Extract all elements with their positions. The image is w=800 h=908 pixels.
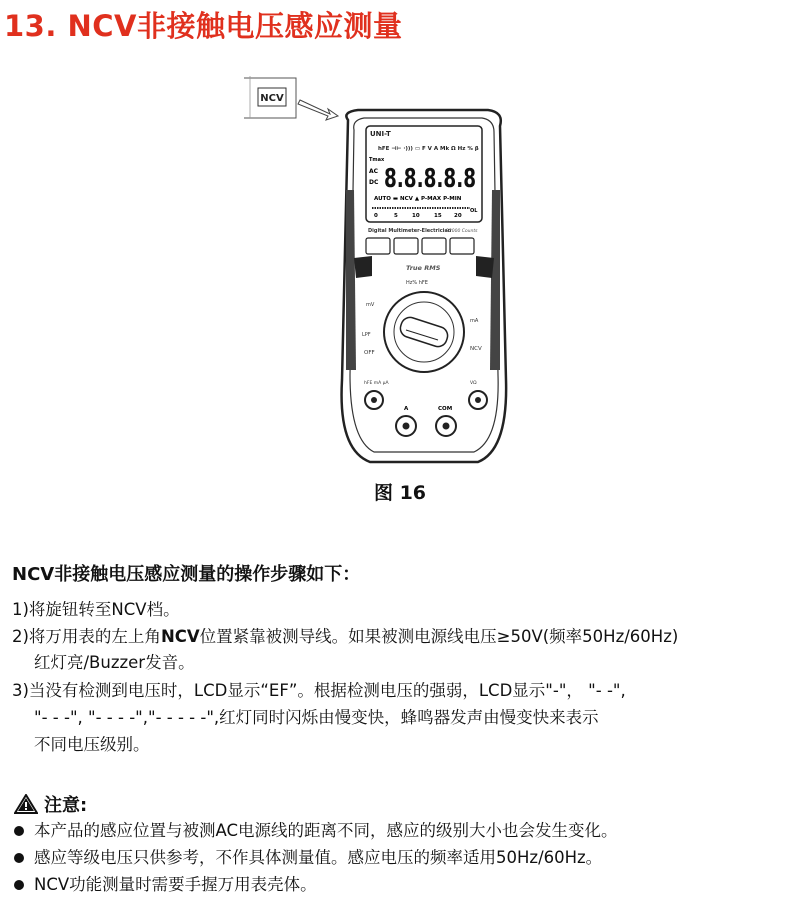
note-item-3-text: NCV功能测量时需要手握万用表壳体。	[34, 875, 317, 894]
dial-label-ma: mA	[470, 318, 479, 324]
lcd-bottom-row: AUTO ▬ NCV ▲ P-MAX P-MIN	[374, 196, 462, 202]
lcd-label-tmax: Tmax	[369, 157, 385, 163]
note-item-3	[14, 873, 317, 897]
jack-right-label: VΩ	[470, 381, 477, 386]
bullet-dot-icon	[14, 880, 24, 890]
note-item-2	[14, 846, 602, 870]
note-item-1	[14, 819, 618, 843]
lcd-scale-15: 15	[434, 213, 442, 219]
lcd-scale-5: 5	[394, 213, 398, 219]
function-button-3[interactable]	[422, 238, 446, 254]
lcd-ol: OL	[470, 208, 478, 214]
dial-label-ncv: NCV	[470, 346, 482, 352]
dial-label-mv: mV	[366, 302, 375, 308]
ncv-inset-label: NCV	[260, 93, 284, 104]
step-1: 1)将旋钮转至NCV档。	[12, 600, 180, 619]
step-2-text-a: 2)将万用表的左上角	[12, 627, 161, 646]
lcd-label-dc: DC	[369, 179, 379, 186]
lcd-top-row: hFE ⊣⊢ ·))) ▭ F V A Mk Ω Hz % β	[378, 146, 479, 152]
dial-label-off: OFF	[364, 350, 375, 356]
section-heading: NCV非接触电压感应测量的操作步骤如下：	[12, 564, 361, 585]
pointer-arrow-icon	[298, 100, 338, 120]
dial-label-top: Hz% hFE	[406, 280, 428, 286]
jack-com-label: COM	[438, 406, 453, 412]
step-3-line-2: "- - -", "- - - -","- - - - -",红灯同时闪烁由慢变快，蜂鸣器发声由慢变快来表示	[34, 708, 599, 727]
jack-left-label: hFE mA μA	[364, 381, 389, 386]
counts-text: 22000 Counts	[446, 229, 478, 234]
note-heading	[14, 791, 87, 817]
multimeter-illustration	[238, 70, 538, 470]
function-button-2[interactable]	[394, 238, 418, 254]
figure-caption: 图 16	[373, 482, 427, 504]
ncv-inset	[244, 76, 296, 118]
dial-label-lpf: LPF	[362, 332, 371, 338]
page-title: 13. NCV非接触电压感应测量	[4, 9, 403, 43]
brand-logo: UNI-T	[370, 130, 391, 138]
step-2	[12, 625, 678, 649]
lcd-digits: 8.8.8.8.8	[384, 164, 476, 194]
note-item-2-text: 感应等级电压只供参考，不作具体测量值。感应电压的频率适用50Hz/60Hz。	[34, 848, 603, 867]
model-text: Digital Multimeter-Electrician	[368, 228, 452, 234]
lcd-scale-20: 20	[454, 213, 462, 219]
bullet-dot-icon	[14, 853, 24, 863]
step-2-text-b: 位置紧靠被测导线。如果被测电源线电压≥50V(频率50Hz/60Hz)	[199, 627, 679, 646]
note-item-1-text: 本产品的感应位置与被测AC电源线的距离不同，感应的级别大小也会发生变化。	[34, 821, 618, 840]
true-rms-label: True RMS	[406, 264, 441, 272]
warning-icon	[14, 794, 38, 814]
lcd-label-ac: AC	[369, 168, 379, 175]
step-2-ncv-bold: NCV	[160, 627, 200, 646]
lcd-scale-10: 10	[412, 213, 420, 219]
bullet-dot-icon	[14, 826, 24, 836]
lcd-scale-0: 0	[374, 213, 378, 219]
note-heading-text: 注意:	[44, 795, 88, 816]
step-3: 3)当没有检测到电压时，LCD显示“EF”。根据检测电压的强弱，LCD显示"-"， "- -",	[12, 681, 626, 700]
jack-a-label: A	[404, 406, 409, 412]
step-2-continued: 红灯亮/Buzzer发音。	[34, 653, 195, 672]
step-3-line-3: 不同电压级别。	[34, 735, 150, 754]
function-button-1[interactable]	[366, 238, 390, 254]
function-button-4[interactable]	[450, 238, 474, 254]
